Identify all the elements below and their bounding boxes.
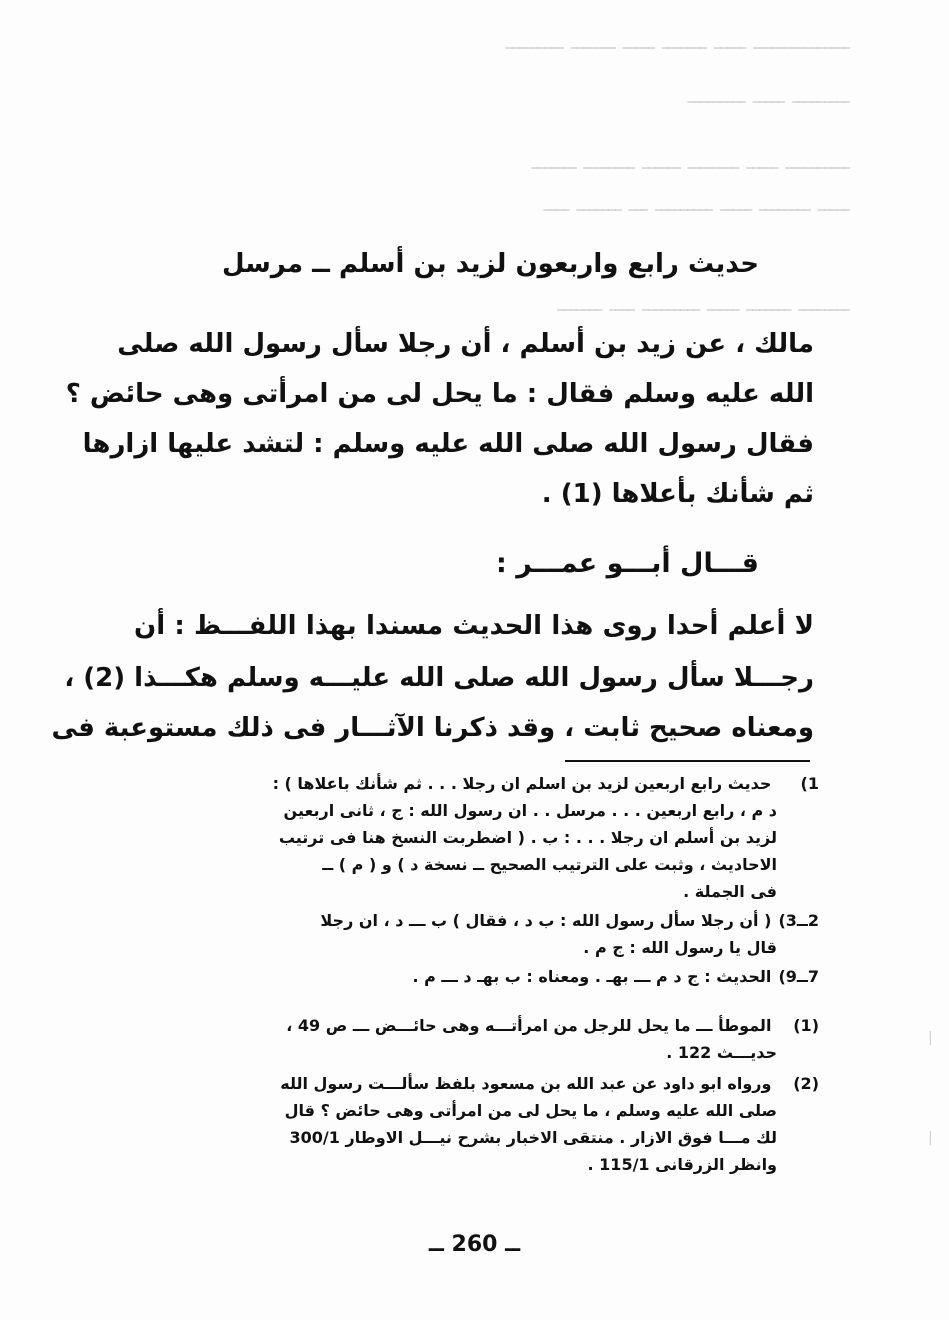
- footnote-number: 7ــ9): [778, 967, 819, 986]
- footnote-text: حديث رابع اربعين لزيد بن اسلم ان رجلا . . . ثم شأنك باعلاها ) :: [272, 774, 772, 793]
- page-number: ــ 260 ــ: [428, 1232, 521, 1257]
- footnote-text: لك مـــا فوق الازار . منتقى الاخبار بشرح نيـــل الاوطار 300/1: [289, 1128, 777, 1147]
- footnote-source: [129, 1039, 777, 1066]
- footnote-separator: [565, 760, 810, 762]
- footnote-text: الاحاديث ، وثبت على الترتيب الصحيح ــ نسخة د ) و ( م ) ــ: [322, 855, 777, 874]
- footnote-variant: [129, 934, 777, 961]
- footnote-variant: [129, 907, 819, 934]
- footnote-variant: [129, 797, 777, 824]
- footnote-text: الموطأ ـــ ما يحل للرجل من امرأتـــه وهى حائـــض ـــ ص 49 ،: [286, 1016, 772, 1035]
- footnote-number: 2ــ3): [778, 911, 819, 930]
- footnote-text: الحديث : ج د م ـــ بهـ . ومعناه : ب بهـ د ـــ م .: [412, 967, 772, 986]
- bleed-through-line: ـــــــــ ـــــ ـــــــــ: [687, 84, 850, 109]
- footnote-text: لزيد بن أسلم ان رجلا . . . : ب . ( اضطربت النسخ هنا فى ترتيب: [278, 828, 777, 847]
- scan-edge-mark: |: [928, 1130, 933, 1146]
- footnote-text: د م ، رابع اربعين . . . مرسل . . ان رسول الله : ج ، ثانى اربعين: [283, 801, 777, 820]
- footnote-source: [129, 1124, 777, 1151]
- footnote-text: ( أن رجلا سأل رسول الله : ب د ، فقال ) ب ـــ د ، ان رجلا: [320, 911, 772, 930]
- footnote-text: قال يا رسول الله : ج م .: [583, 938, 777, 957]
- hadith-heading: حديث رابع واربعون لزيد بن أسلم ــ مرسل: [222, 249, 759, 279]
- footnote-number: (2): [793, 1074, 819, 1093]
- footnote-number: 1): [800, 774, 819, 793]
- scan-edge-mark: |: [928, 1030, 933, 1046]
- footnote-source: [129, 1070, 819, 1097]
- paragraph2-line: رجـــلا سأل رسول الله صلى الله عليـــه وسلم هكـــذا (2) ،: [64, 663, 814, 693]
- paragraph2-line: ومعناه صحيح ثابت ، وقد ذكرنا الآثـــار فى ذلك مستوعبة فى: [51, 713, 814, 743]
- paragraph2-line: لا أعلم أحدا روى هذا الحديث مسندا بهذا اللفـــظ : أن: [134, 611, 814, 641]
- paragraph1-line: مالك ، عن زيد بن أسلم ، أن رجلا سأل رسول الله صلى: [117, 329, 814, 359]
- footnote-variant: [129, 878, 777, 905]
- bleed-through-line: ـــــــــــــــ ـــــ ـــــــ ـــــ ـــــــ ـــــــــ: [505, 30, 850, 55]
- bleed-through-line: ــــــــ ـــــــ ـــــ ـــــــــ ــــ ـــــــ: [557, 292, 850, 317]
- footnote-source: [129, 1012, 819, 1039]
- footnote-text: صلى الله عليه وسلم ، ما يحل لى من امرأتى وهى حائض ؟ قال: [284, 1101, 777, 1120]
- footnote-text: ورواه ابو داود عن عبد الله بن مسعود بلفظ سألـــت رسول الله: [280, 1074, 772, 1093]
- footnote-variant: [129, 963, 819, 990]
- footnote-source: [129, 1097, 777, 1124]
- paragraph1-line: فقال رسول الله صلى الله عليه وسلم : لتشد عليها ازارها: [82, 429, 814, 459]
- paragraph1-line: ثم شأنك بأعلاها (1) .: [541, 479, 814, 509]
- footnote-text: حديـــث 122 .: [666, 1043, 777, 1062]
- footnote-variant: [129, 851, 777, 878]
- bleed-through-line: ــــــــــ ـــــ ــــــــ ــــــ ــــــــ ـــــــ: [531, 150, 850, 175]
- paragraph1-line: الله عليه وسلم فقال : ما يحل لى من امرأتى وهى حائض ؟: [65, 379, 814, 409]
- footnote-variant: [129, 770, 819, 797]
- footnote-number: (1): [793, 1016, 819, 1035]
- footnote-source: [129, 1151, 777, 1178]
- footnote-text: وانظر الزرقانى 115/1 .: [587, 1155, 777, 1174]
- footnote-variant: [129, 824, 777, 851]
- footnote-text: فى الجملة .: [683, 882, 777, 901]
- abu-umar-heading: قـــال أبـــو عمـــر :: [496, 548, 759, 579]
- bleed-through-line: ـــــ ــــــــ ـــــ ـــــــــ ـــ ـــــــ ــــ: [543, 192, 850, 217]
